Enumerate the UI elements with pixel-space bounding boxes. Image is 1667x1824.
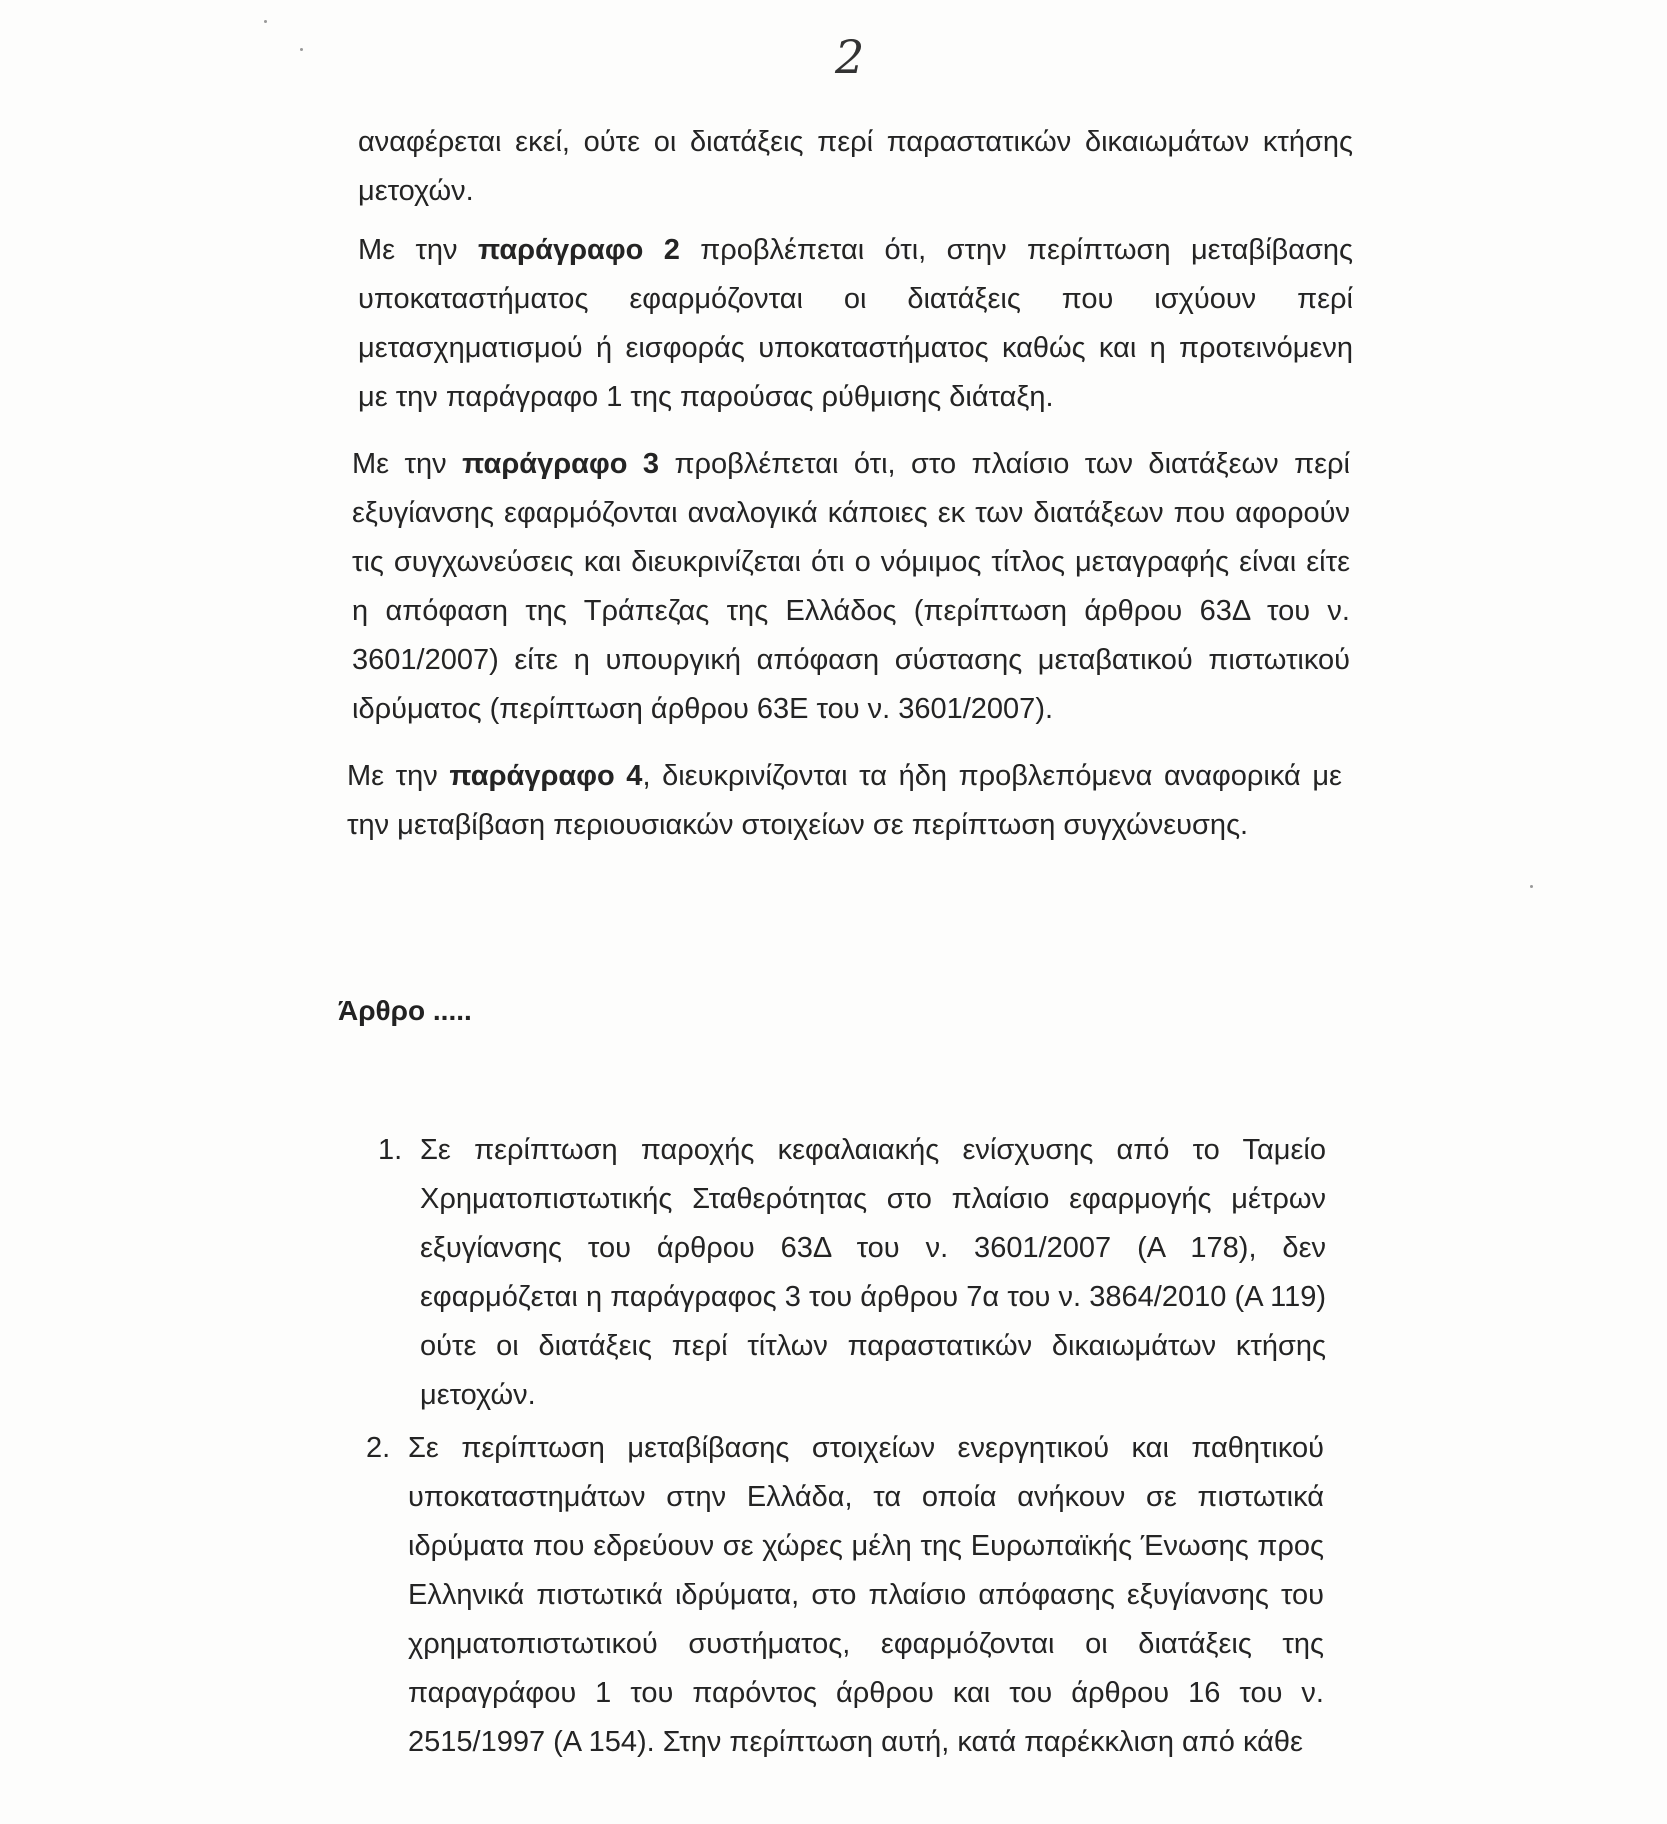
scan-speck <box>1530 885 1533 888</box>
scan-speck <box>264 20 267 23</box>
paragraph-reference: παράγραφο 2 <box>477 234 680 266</box>
list-item-number: 1. <box>378 1134 403 1166</box>
article-heading: Άρθρο ..... <box>338 995 472 1026</box>
list-item-number: 2. <box>366 1432 391 1464</box>
scan-speck <box>300 48 303 51</box>
list-item-text: Σε περίπτωση παροχής κεφαλαιακής ενίσχυσης από το Ταμείο Χρηματοπιστωτικής Σταθερότητας στο πλαίσιο εφαρμογής μέτρων εξυγίανσης του άρθρου 63Δ του ν. 3601/2007 (Α 178), δεν εφαρμόζεται η παράγραφος 3 του άρθρου 7α του ν. 3864/2010 (Α 119) ούτε οι διατάξεις περί τίτλων παραστατικών δικαιωμάτων κτήσης μετοχών. <box>420 1134 1326 1411</box>
page-number: 2 <box>835 30 865 84</box>
paragraph-continuation: αναφέρεται εκεί, ούτε οι διατάξεις περί παραστατικών δικαιωμάτων κτήσης μετοχών. <box>358 126 1353 207</box>
paragraph-section-3 <box>352 440 1350 734</box>
paragraph-body: προβλέπεται ότι, στην περίπτωση μεταβίβασης υποκαταστήματος εφαρμόζονται οι διατάξεις που ισχύουν περί μετασχηματισμού ή εισφοράς υποκαταστήματος καθώς και η προτεινόμενη με την παράγραφο 1 της παρούσας ρύθμισης διάταξη. <box>358 234 1353 413</box>
paragraph-reference: παράγραφο 3 <box>462 448 660 480</box>
paragraph-section-2 <box>358 226 1353 422</box>
paragraph-body: προβλέπεται ότι, στο πλαίσιο των διατάξεων περί εξυγίανσης εφαρμόζονται αναλογικά κάποιες εκ των διατάξεων που αφορούν τις συγχωνεύσεις και διευκρινίζεται ότι ο νόμιμος τίτλος μεταγραφής είναι είτε η απόφαση της Τράπεζας της Ελλάδος (περίπτωση άρθρου 63Δ του ν. 3601/2007) είτε η υπουργική απόφαση σύστασης μεταβατικού πιστωτικού ιδρύματος (περίπτωση άρθρου 63Ε του ν. 3601/2007). <box>352 448 1350 725</box>
list-item-text: Σε περίπτωση μεταβίβασης στοιχείων ενεργητικού και παθητικού υποκαταστημάτων στην Ελλάδα, τα οποία ανήκουν σε πιστωτικά ιδρύματα που εδρεύουν σε χώρες μέλη της Ευρωπαϊκής Ένωσης προς Ελληνικά πιστωτικά ιδρύματα, στο πλαίσιο απόφασης εξυγίανσης του χρηματοπιστωτικού συστήματος, εφαρμόζονται οι διατάξεις της παραγράφου 1 του παρόντος άρθρου και του άρθρου 16 του ν. 2515/1997 (Α 154). Στην περίπτωση αυτή, κατά παρέκκλιση από κάθε <box>408 1432 1324 1758</box>
paragraph-reference: παράγραφο 4 <box>449 760 643 792</box>
paragraph-lead: Με την <box>347 760 450 792</box>
list-item <box>378 1126 1328 1411</box>
paragraph-lead: Με την <box>352 448 463 480</box>
paragraph-section-4 <box>347 752 1342 850</box>
paragraph-lead: Με την <box>358 234 478 266</box>
paragraph-body: , διευκρινίζονται τα ήδη προβλεπόμενα αναφορικά με την μεταβίβαση περιουσιακών στοιχείων σε περίπτωση συγχώνευσης. <box>347 760 1342 841</box>
list-item <box>366 1424 1326 1814</box>
